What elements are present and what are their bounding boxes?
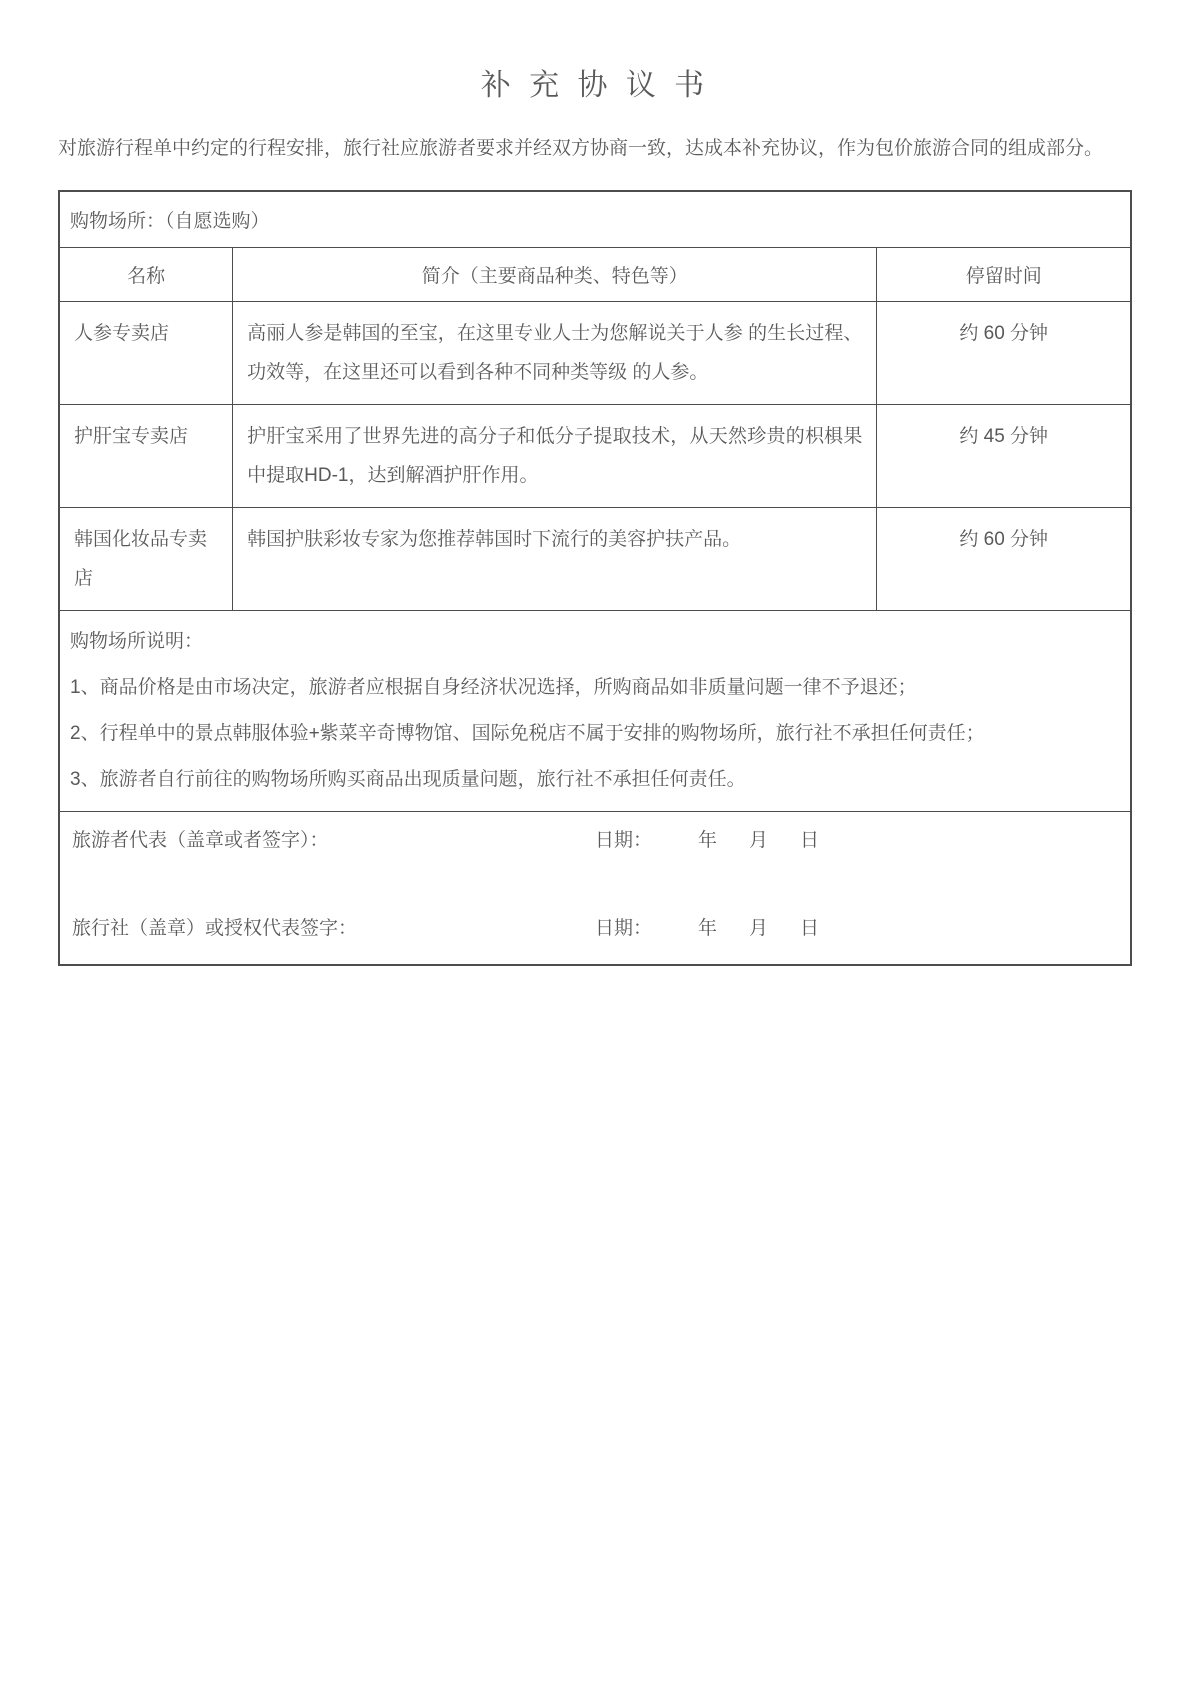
traveler-signature-label: 旅游者代表（盖章或者签字）： <box>72 830 329 851</box>
note-item: 1、商品价格是由市场决定，旅游者应根据自身经济状况选择，所购商品如非质量问题一律不予退还； <box>70 677 917 698</box>
traveler-date-group <box>595 828 819 854</box>
notes-cell <box>59 611 1131 812</box>
date-label: 日期： <box>595 918 653 939</box>
signature-row <box>59 812 1131 966</box>
month-label: 月 <box>749 830 769 851</box>
shopping-venues-table <box>58 190 1132 966</box>
venue-name: 韩国化妆品专卖店 <box>59 508 233 611</box>
venue-description: 护肝宝采用了世界先进的高分子和低分子提取技术，从天然珍贵的枳椇果中提取HD-1，达到解酒护肝作用。 <box>233 405 877 508</box>
col-header-name: 名称 <box>59 248 233 302</box>
agency-signature-line <box>72 916 1118 942</box>
col-header-duration: 停留时间 <box>877 248 1131 302</box>
day-label: 日 <box>800 918 820 939</box>
page-title: 补 充 协 议 书 <box>480 69 710 102</box>
intro-paragraph: 对旅游行程单中约定的行程安排，旅行社应旅游者要求并经双方协商一致，达成本补充协议，作为包价旅游合同的组成部分。 <box>58 138 1104 159</box>
year-label: 年 <box>698 830 718 851</box>
venue-duration: 约 60 分钟 <box>877 302 1131 405</box>
col-header-description: 简介（主要商品种类、特色等） <box>233 248 877 302</box>
table-row <box>59 508 1131 611</box>
venue-duration: 约 60 分钟 <box>877 508 1131 611</box>
venue-description: 韩国护肤彩妆专家为您推荐韩国时下流行的美容护扶产品。 <box>233 508 877 611</box>
table-row <box>59 302 1131 405</box>
notes-title: 购物场所说明： <box>70 631 204 652</box>
agency-date-group <box>595 916 819 942</box>
table-caption: 购物场所：（自愿选购） <box>59 191 1131 248</box>
venue-name: 人参专卖店 <box>59 302 233 405</box>
year-label: 年 <box>698 918 718 939</box>
venue-description: 高丽人参是韩国的至宝，在这里专业人士为您解说关于人参 的生长过程、功效等，在这里还可以看到各种不同种类等级 的人参。 <box>233 302 877 405</box>
agency-signature-label: 旅行社（盖章）或授权代表签字： <box>72 918 358 939</box>
note-item: 2、行程单中的景点韩服体验+紫菜辛奇博物馆、国际免税店不属于安排的购物场所，旅行社不承担任何责任； <box>70 723 985 744</box>
venue-name: 护肝宝专卖店 <box>59 405 233 508</box>
note-item: 3、旅游者自行前往的购物场所购买商品出现质量问题，旅行社不承担任何责任。 <box>70 769 746 790</box>
traveler-signature-line <box>72 828 1118 854</box>
day-label: 日 <box>800 830 820 851</box>
table-caption-row <box>59 191 1131 248</box>
notes-row <box>59 611 1131 812</box>
month-label: 月 <box>749 918 769 939</box>
table-row <box>59 405 1131 508</box>
table-header-row <box>59 248 1131 302</box>
venue-duration: 约 45 分钟 <box>877 405 1131 508</box>
signature-cell <box>59 812 1131 966</box>
date-label: 日期： <box>595 830 653 851</box>
